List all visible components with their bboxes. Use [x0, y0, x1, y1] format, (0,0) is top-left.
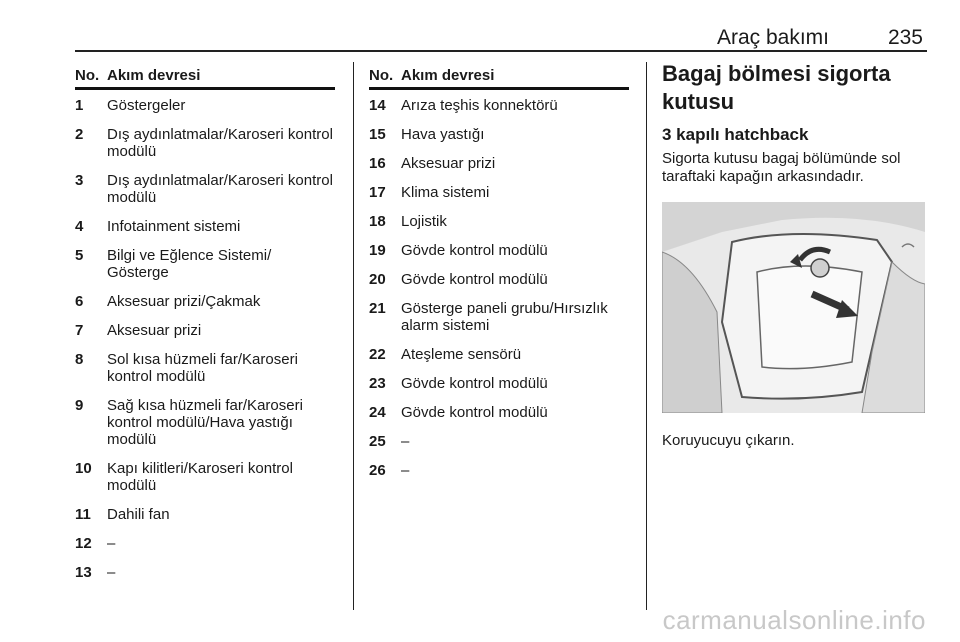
table-header-rule	[369, 87, 629, 90]
fuse-number: 25	[369, 433, 386, 450]
fuse-number: 7	[75, 322, 84, 339]
table-row	[75, 506, 335, 523]
column-divider	[353, 62, 354, 610]
table-row	[75, 535, 335, 552]
table-row	[75, 564, 335, 581]
table-row	[75, 126, 335, 160]
fuse-number: 13	[75, 564, 92, 581]
table-row	[75, 247, 335, 281]
table-row	[369, 433, 629, 450]
circuit-name: Dış aydınlatmalar/Karoseri kontrol modülü	[107, 172, 333, 206]
circuit-name: Gösterge paneli grubu/Hırsızlık alarm sistemi	[401, 300, 608, 334]
fuse-number: 14	[369, 97, 386, 114]
section-title: Bagaj bölmesi sigorta kutusu	[662, 61, 891, 114]
table-row	[369, 346, 629, 363]
table-row	[369, 97, 629, 114]
table-row	[369, 462, 629, 479]
circuit-name: Sol kısa hüzmeli far/Karoseri kontrol modülü	[107, 351, 298, 385]
table-row	[369, 375, 629, 392]
fuse-number: 19	[369, 242, 386, 259]
circuit-name: Sağ kısa hüzmeli far/Karoseri kontrol modülü/Hava yastığı modülü	[107, 397, 303, 448]
table-row	[369, 126, 629, 143]
circuit-name: Dahili fan	[107, 506, 170, 523]
table-header-rule	[75, 87, 335, 90]
column-header-no: No.	[369, 66, 394, 84]
section-subtitle: 3 kapılı hatchback	[662, 125, 809, 144]
circuit-name: Gövde kontrol modülü	[401, 242, 548, 259]
table-row	[369, 404, 629, 421]
circuit-name: Ateşleme sensörü	[401, 346, 522, 363]
section-paragraph: Sigorta kutusu bagaj bölümünde sol taraftaki kapağın arkasındadır.	[662, 150, 901, 185]
circuit-name: Klima sistemi	[401, 184, 490, 201]
fuse-table-right	[369, 63, 629, 491]
table-row	[75, 293, 335, 310]
table-row	[369, 242, 629, 259]
fuse-number: 17	[369, 184, 386, 201]
table-row	[369, 271, 629, 288]
fuse-number: 20	[369, 271, 386, 288]
circuit-name: –	[107, 535, 116, 552]
figure-caption: Koruyucuyu çıkarın.	[662, 432, 795, 449]
header-title: Araç bakımı	[716, 26, 829, 49]
fuse-number: 2	[75, 126, 84, 143]
circuit-name: Lojistik	[401, 213, 447, 230]
fuse-number: 5	[75, 247, 84, 264]
fuse-number: 12	[75, 535, 92, 552]
table-row	[75, 172, 335, 206]
table-row	[369, 300, 629, 334]
fuse-number: 24	[369, 404, 386, 421]
table-row	[75, 218, 335, 235]
circuit-name: Dış aydınlatmalar/Karoseri kontrol modülü	[107, 126, 333, 160]
column-header-no: No.	[75, 66, 100, 84]
fuse-number: 6	[75, 293, 84, 310]
header-divider	[75, 50, 927, 52]
circuit-name: Aksesuar prizi	[107, 322, 202, 339]
table-row	[75, 397, 335, 448]
fuse-number: 22	[369, 346, 386, 363]
column-header-circuit: Akım devresi	[107, 66, 201, 84]
fuse-number: 1	[75, 97, 84, 114]
page-header	[75, 0, 927, 52]
table-row	[369, 184, 629, 201]
fuse-cover-illustration	[662, 202, 925, 413]
table-row	[75, 351, 335, 385]
circuit-name: Infotainment sistemi	[107, 218, 241, 235]
circuit-name: Aksesuar prizi/Çakmak	[107, 293, 261, 310]
fuse-table-left	[75, 63, 335, 593]
circuit-name: Aksesuar prizi	[401, 155, 496, 172]
table-header	[75, 63, 335, 87]
table-row	[369, 155, 629, 172]
circuit-name: Kapı kilitleri/Karoseri kontrol modülü	[107, 460, 293, 494]
fuse-number: 8	[75, 351, 84, 368]
fuse-number: 26	[369, 462, 386, 479]
circuit-name: –	[401, 433, 410, 450]
table-header	[369, 63, 629, 87]
fuse-number: 4	[75, 218, 84, 235]
circuit-name: –	[401, 462, 410, 479]
table-row	[75, 460, 335, 494]
table-row	[75, 97, 335, 114]
column-header-circuit: Akım devresi	[401, 66, 495, 84]
fuse-number: 11	[75, 506, 91, 523]
fuse-number: 23	[369, 375, 386, 392]
fuse-number: 18	[369, 213, 386, 230]
circuit-name: Bilgi ve Eğlence Sistemi/ Gösterge	[107, 247, 272, 281]
circuit-name: Gövde kontrol modülü	[401, 375, 548, 392]
circuit-name: Gövde kontrol modülü	[401, 271, 548, 288]
page-number: 235	[887, 26, 923, 49]
section-content	[662, 60, 930, 449]
circuit-name: Göstergeler	[107, 97, 186, 114]
circuit-name: –	[107, 564, 116, 581]
watermark: carmanualsonline.info	[662, 605, 926, 635]
table-row	[75, 322, 335, 339]
table-row	[369, 213, 629, 230]
fuse-number: 15	[369, 126, 386, 143]
circuit-name: Arıza teşhis konnektörü	[401, 97, 558, 114]
circuit-name: Hava yastığı	[401, 126, 485, 143]
fuse-number: 16	[369, 155, 386, 172]
column-divider	[646, 62, 647, 610]
fuse-number: 21	[369, 300, 386, 317]
fuse-number: 3	[75, 172, 84, 189]
fuse-number: 9	[75, 397, 84, 414]
circuit-name: Gövde kontrol modülü	[401, 404, 548, 421]
fuse-number: 10	[75, 460, 92, 477]
